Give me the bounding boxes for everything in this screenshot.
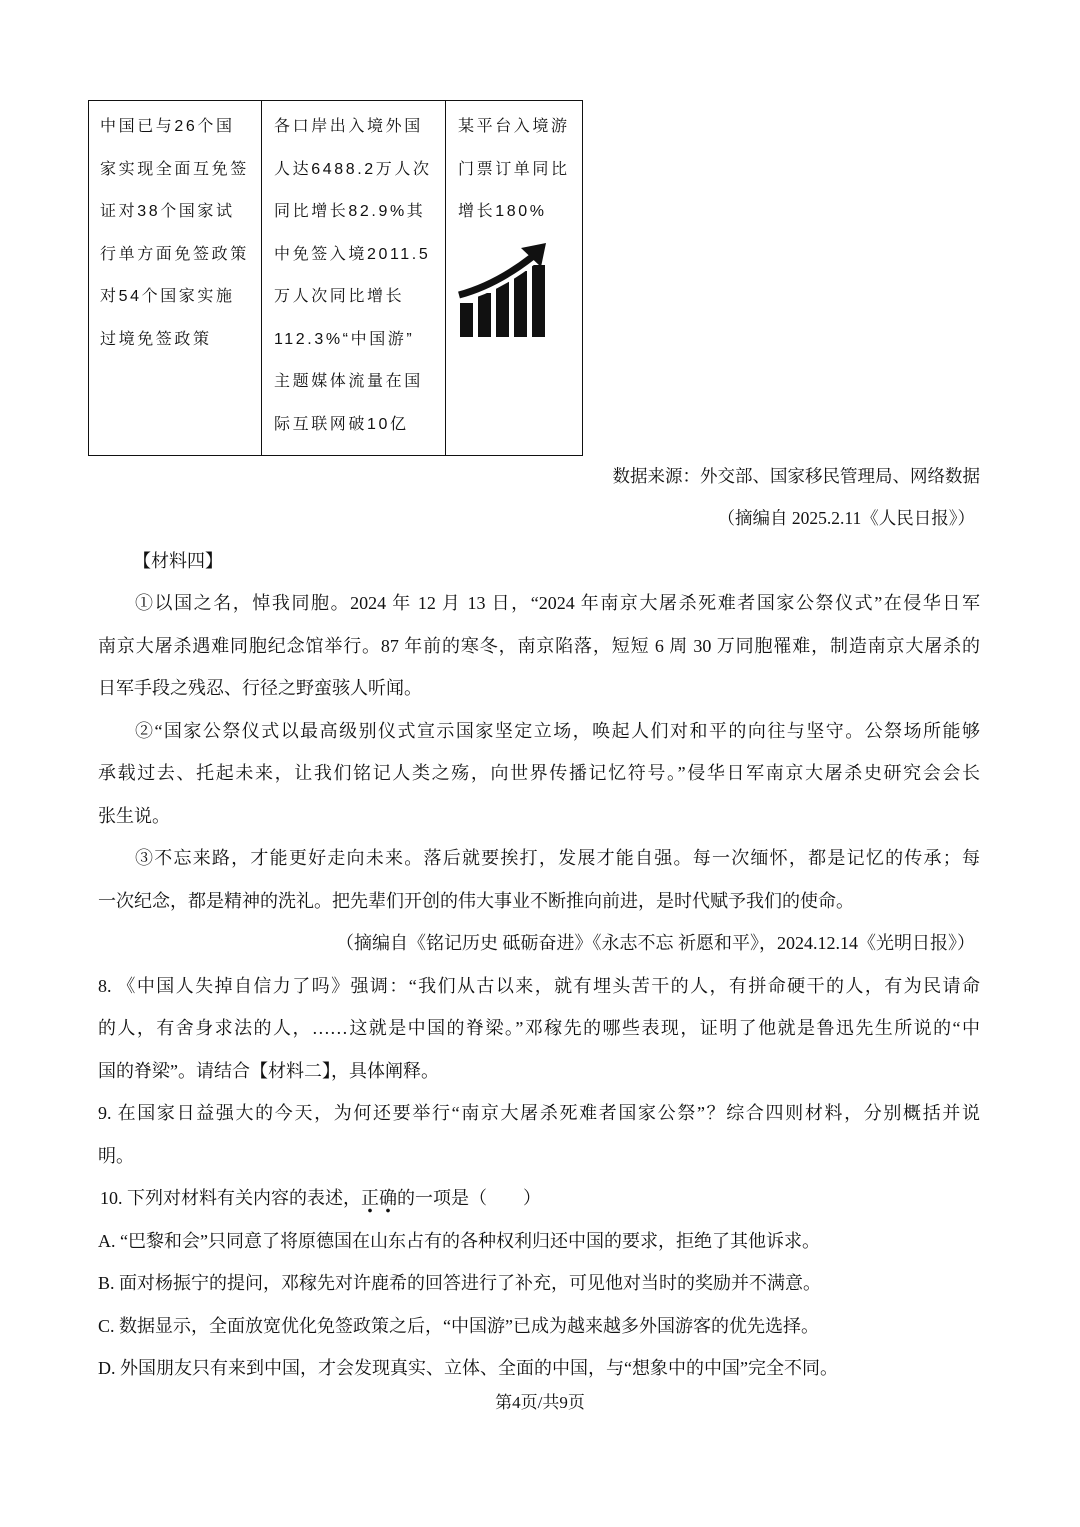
document-body	[98, 455, 980, 1390]
table-cell-line: 同比增长82.9%其	[274, 203, 426, 220]
growth-icon-bar	[532, 265, 545, 337]
table-cell-line: 112.3%“中国游”	[274, 330, 415, 348]
table-cell-line: 对54个国家实施	[100, 288, 235, 305]
material4-paragraph-3-line: 一次纪念，都是精神的洗礼。把先辈们开创的伟大事业不断推向前进，是时代赋予我们的使命。	[98, 890, 854, 911]
table-cell-line: 增长180%	[458, 203, 547, 220]
material4-paragraph-3-line: ③不忘来路，才能更好走向未来。落后就要挨打，发展才能自强。每一次缅怀，都是记忆的传承；每	[135, 848, 980, 869]
table-cell-line: 过境免签政策	[100, 330, 212, 348]
question-10-stem	[98, 1177, 980, 1220]
material4-paragraph-2-line: 承载过去、托起未来，让我们铭记人类之殇，向世界传播记忆符号。”侵华日军南京大屠杀史研究会会长	[98, 763, 980, 784]
material4-paragraph-1-line: 南京大屠杀遇难同胞纪念馆举行。87 年前的寒冬，南京陷落，短短 6 周 30 万同胞罹难，制造南京大屠杀的	[98, 635, 980, 656]
growth-icon-bar	[478, 293, 491, 337]
source-citation: （摘编自 2025.2.11《人民日报》）	[717, 508, 975, 529]
table-cell-line: 主题媒体流量在国	[274, 373, 423, 390]
question-10-emphasis: 正确	[361, 1188, 397, 1213]
table-cell-line: 某平台入境游	[458, 118, 570, 135]
material4-heading: 【材料四】	[133, 550, 223, 571]
material4-paragraph-2-line: ②“国家公祭仪式以最高级别仪式宣示国家坚定立场，唤起人们对和平的向往与坚守。公祭场所能够	[135, 720, 980, 741]
table-cell-line: 行单方面免签政策	[100, 245, 249, 263]
question-10-stem-start: 10. 下列对材料有关内容的表述，	[100, 1188, 361, 1209]
growth-icon-bar	[514, 271, 527, 337]
table-cell-line: 证对38个国家试	[100, 203, 235, 220]
material4-paragraph-2-line: 张生说。	[98, 805, 170, 826]
table-cell-line: 中免签入境2011.5	[274, 245, 431, 263]
question-9-line: 明。	[98, 1145, 134, 1166]
question-8-line: 8. 《中国人失掉自信力了吗》强调：“我们从古以来，就有埋头苦干的人，有拼命硬干的人，有为民请命	[98, 975, 980, 996]
table-cell-visa-policy	[89, 101, 262, 455]
table-cell-line: 中国已与26个国	[100, 118, 235, 135]
question-10-stem-end: 的一项是（ ）	[397, 1188, 541, 1209]
table-cell-entry-statistics	[262, 101, 446, 455]
growth-icon-bar	[460, 303, 473, 337]
table-cell-line: 门票订单同比	[458, 160, 570, 178]
growth-icon-bar	[496, 281, 509, 337]
growth-chart-icon	[458, 243, 546, 337]
question-8-line: 国的脊梁”。请结合【材料二】，具体阐释。	[98, 1060, 439, 1081]
data-source-note: 数据来源：外交部、国家移民管理局、网络数据	[612, 465, 980, 486]
table-cell-line: 万人次同比增长	[274, 288, 405, 305]
table-cell-line: 人达6488.2万人次	[274, 160, 432, 178]
material4-paragraph-1-line: 日军手段之残忍、行径之野蛮骇人听闻。	[98, 678, 422, 699]
data-table	[88, 100, 583, 456]
table-cell-line: 家实现全面互免签	[100, 160, 249, 178]
option-b: B. 面对杨振宁的提问，邓稼先对许鹿希的回答进行了补充，可见他对当时的奖励并不满意。	[98, 1273, 822, 1294]
material4-paragraph-1-line: ①以国之名，悼我同胞。2024 年 12 月 13 日，“2024 年南京大屠杀死难者国家公祭仪式”在侵华日军	[135, 593, 980, 614]
table-cell-line: 际互联网破10亿	[274, 415, 409, 433]
table-cell-line: 各口岸出入境外国	[274, 118, 423, 135]
material4-citation: （摘编自《铭记历史 砥砺奋进》《永志不忘 祈愿和平》，2024.12.14《光明日报》）	[336, 933, 975, 954]
option-d: D. 外国朋友只有来到中国，才会发现真实、立体、全面的中国，与“想象中的中国”完全不同。	[98, 1358, 838, 1379]
question-9-line: 9. 在国家日益强大的今天，为何还要举行“南京大屠杀死难者国家公祭”？综合四则材料，分别概括并说	[98, 1103, 980, 1124]
question-8-line: 的人，有舍身求法的人，……这就是中国的脊梁。”邓稼先的哪些表现，证明了他就是鲁迅先生所说的“中	[98, 1018, 980, 1039]
page-number: 第4页/共9页	[495, 1393, 585, 1412]
option-c: C. 数据显示，全面放宽优化免签政策之后，“中国游”已成为越来越多外国游客的优先选择。	[98, 1315, 819, 1336]
table-cell-ticket-orders	[446, 101, 582, 455]
option-a: A. “巴黎和会”只同意了将原德国在山东占有的各种权利归还中国的要求，拒绝了其他诉求。	[98, 1230, 820, 1251]
